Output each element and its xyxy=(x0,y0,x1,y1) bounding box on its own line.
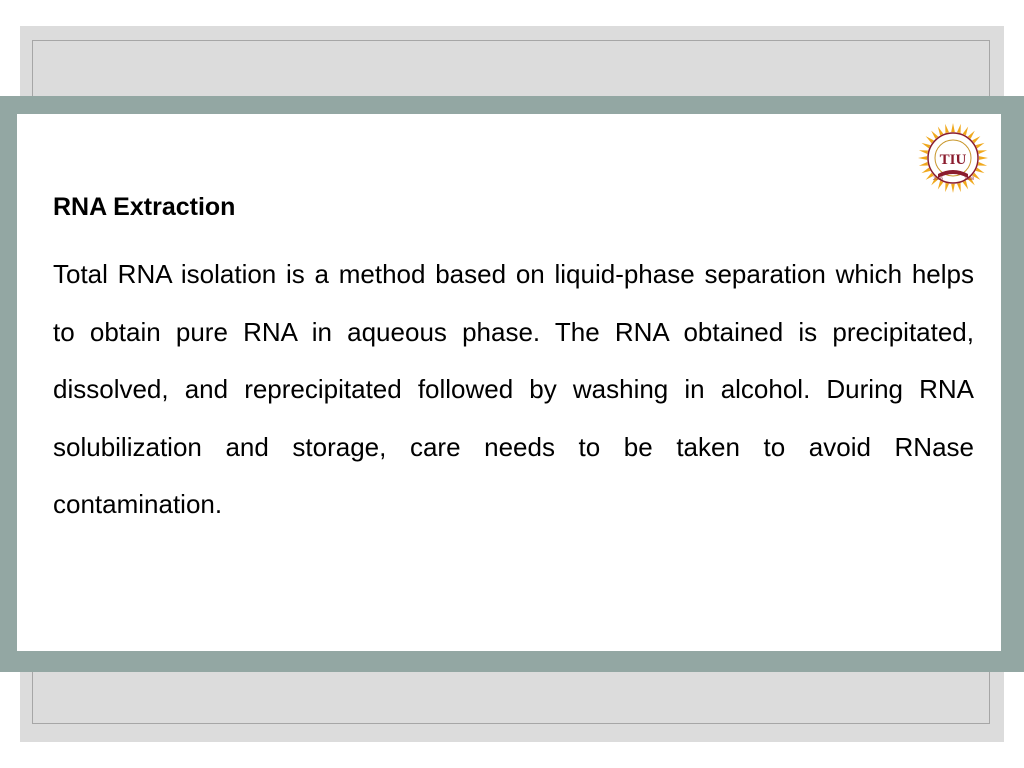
logo-year-right: 2008 xyxy=(964,177,974,182)
sun-ray xyxy=(951,123,955,132)
slide-body-text: Total RNA isolation is a method based on liquid-phase separation which helps to obtain pure RNA in aqueous phase. The RNA obtained is precipitated, dissolved, and reprecipitated followed by washing in alcohol. During RNA solubilization and storage, care needs to be taken to avoid RNase contamination. xyxy=(53,259,974,519)
logo-year-left: 2006 xyxy=(933,177,943,182)
sun-ray xyxy=(918,156,927,160)
sun-ray xyxy=(957,124,961,133)
sun-ray xyxy=(976,143,985,149)
sun-ray xyxy=(945,124,949,133)
sun-ray xyxy=(951,184,955,193)
sun-ray xyxy=(979,156,988,160)
logo-monogram: TIU xyxy=(939,152,967,168)
sun-ray xyxy=(921,168,930,174)
sun-ray xyxy=(957,183,961,192)
sun-ray xyxy=(972,136,980,143)
sun-ray xyxy=(963,126,969,135)
sun-ray xyxy=(978,162,987,166)
sun-ray xyxy=(945,183,949,192)
sun-ray xyxy=(968,131,975,139)
sun-ray xyxy=(938,126,944,135)
sun-ray xyxy=(976,168,985,174)
sun-ray xyxy=(931,131,938,139)
sun-ray xyxy=(926,136,934,143)
slide-title: RNA Extraction xyxy=(53,193,236,221)
sun-ray xyxy=(919,150,928,154)
sun-ray xyxy=(919,162,928,166)
sun-ray xyxy=(978,150,987,154)
sun-ray xyxy=(921,143,930,149)
university-logo xyxy=(908,122,998,196)
